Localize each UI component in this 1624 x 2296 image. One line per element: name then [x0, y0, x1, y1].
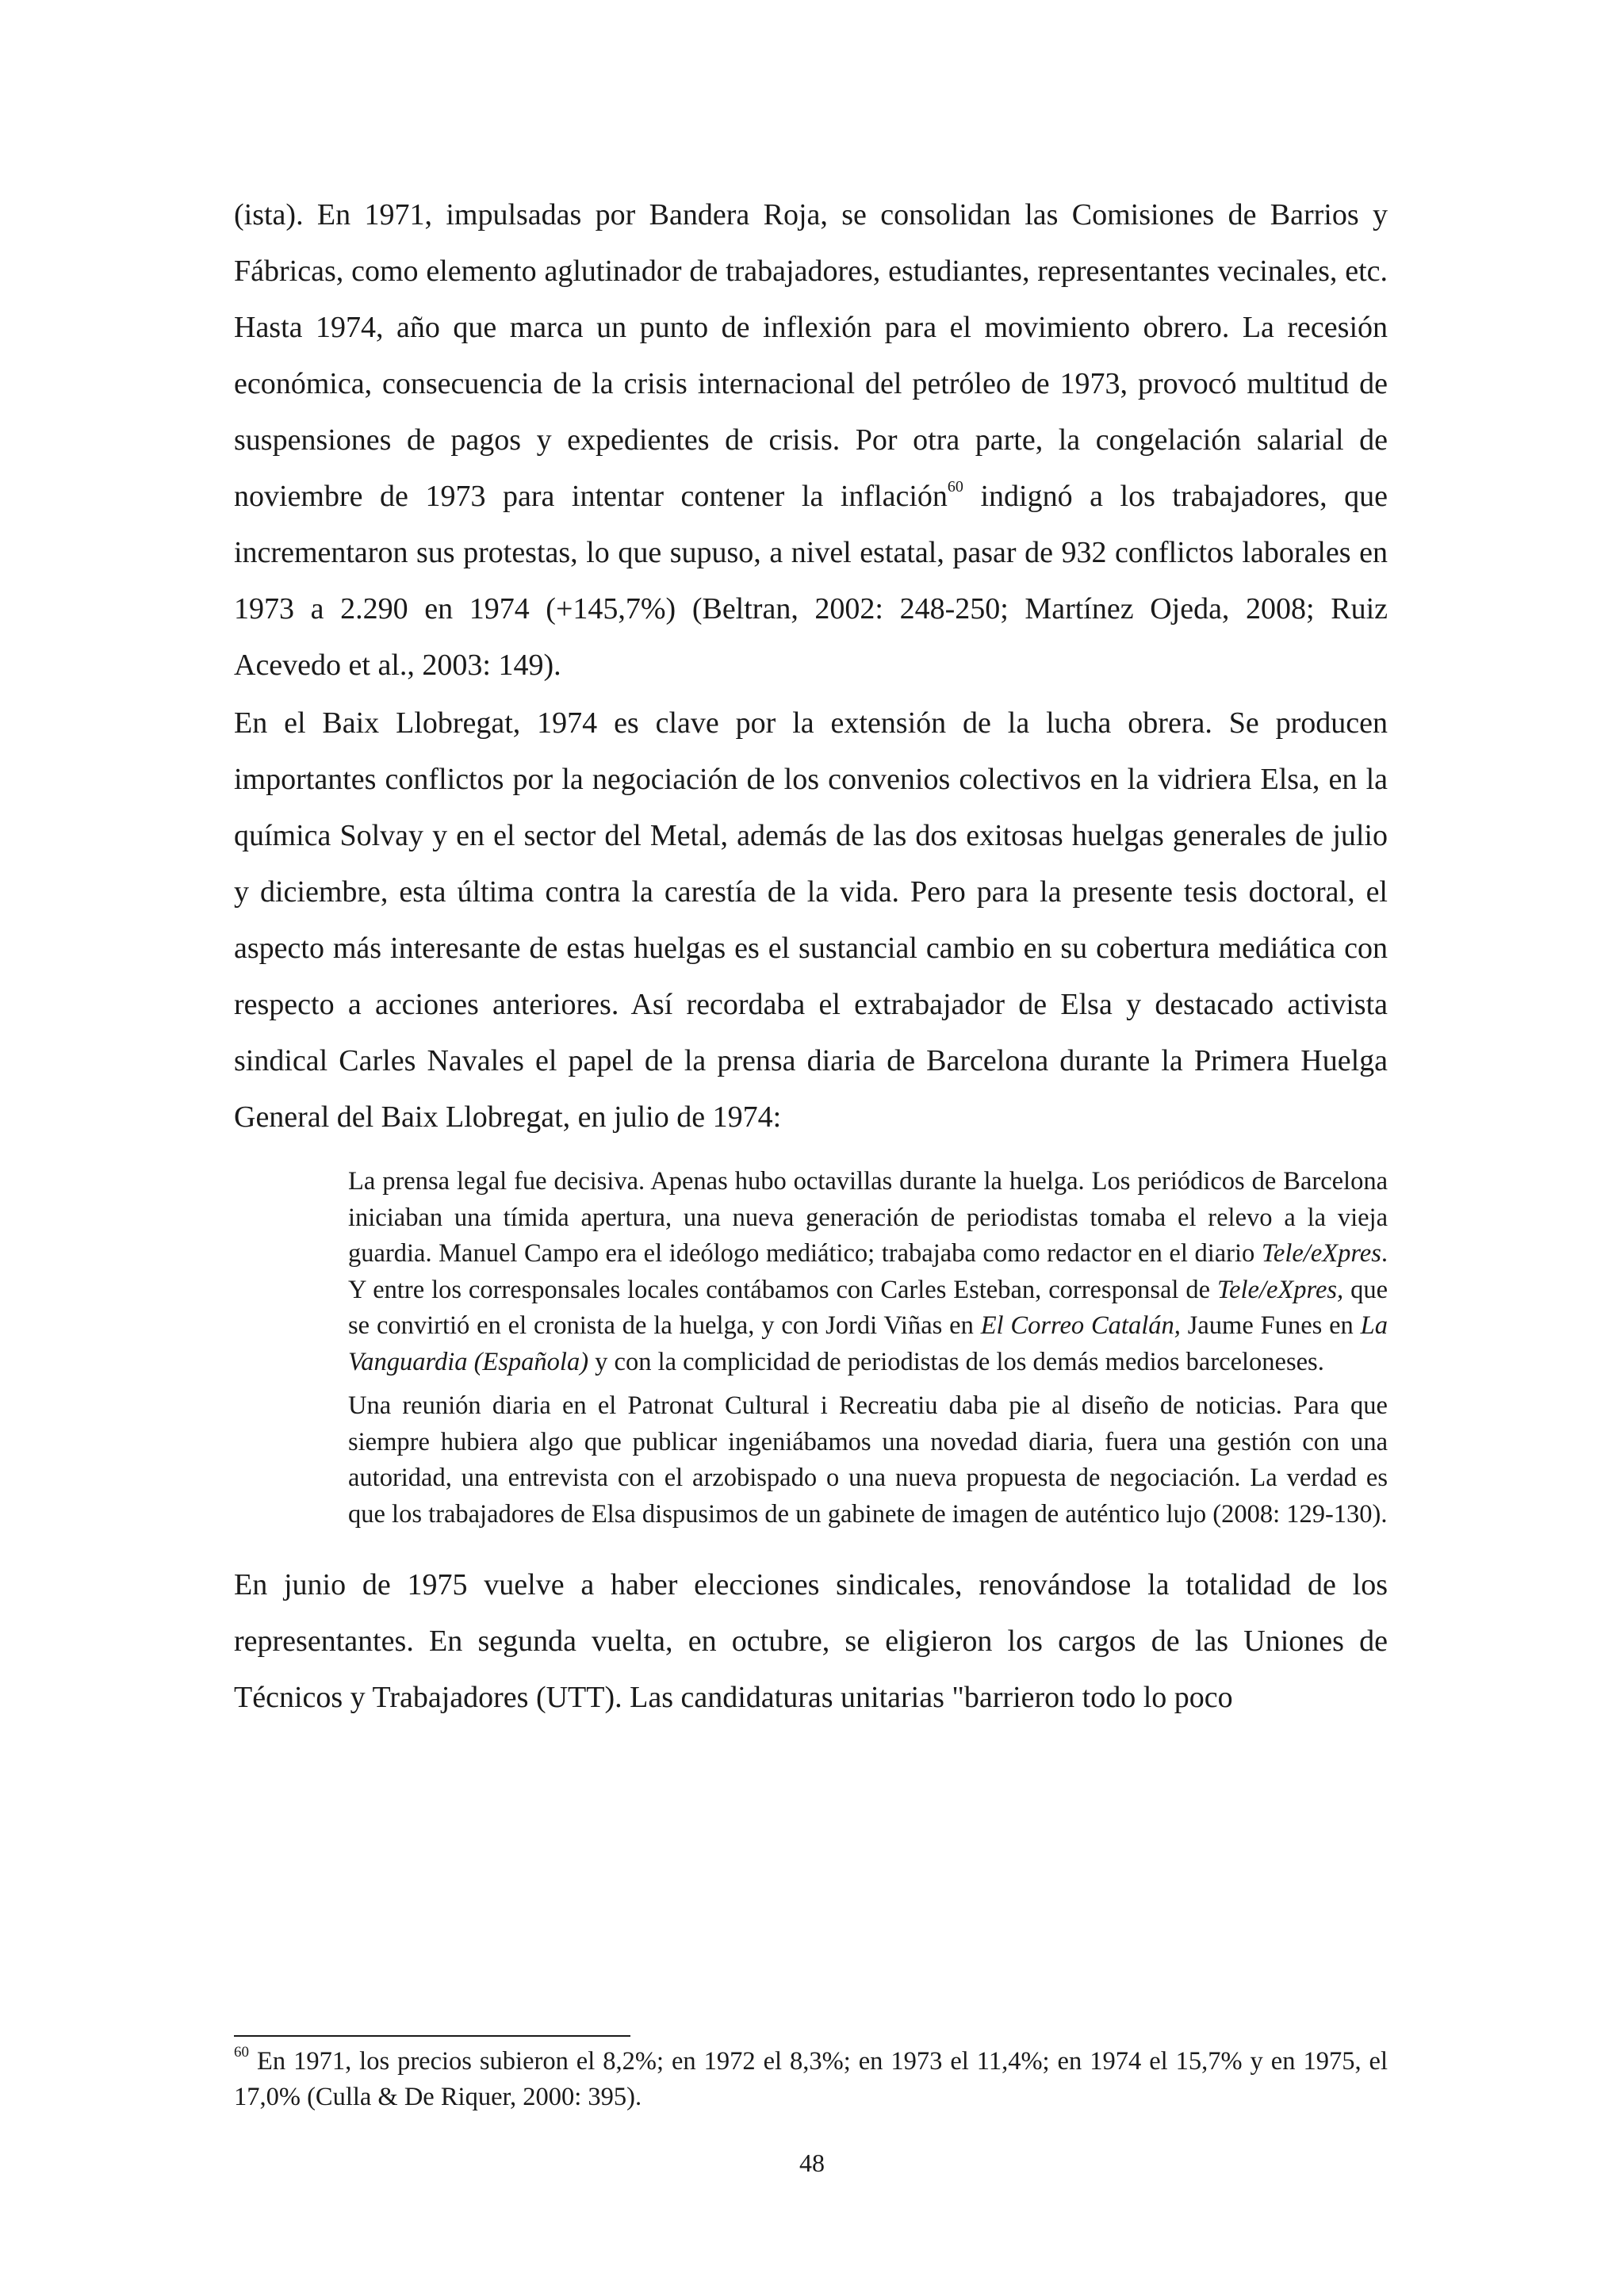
paragraph-1-text-b: indignó a los trabajadores, que incrementaron sus protestas, lo que supuso, a nivel estatal, pasar de 932 conflictos laborales en 1973 a 2.290 en 1974 (+145,7%) (Beltran, 2002: 248-250; Martínez Ojeda, 2008; Ruiz Acevedo et al., 2003: 149). — [234, 480, 1388, 682]
block-quote — [348, 1164, 1388, 1533]
footnote-divider — [234, 2035, 630, 2037]
quote-text: y con la complicidad de periodistas de los demás medios barceloneses. — [588, 1347, 1324, 1376]
newspaper-title: El Correo Catalán, — [980, 1311, 1181, 1340]
footnote — [234, 2044, 1388, 2115]
paragraph-3: En junio de 1975 vuelve a haber elecciones sindicales, renovándose la totalidad de los representantes. En segunda vuelta, en octubre, se eligieron los cargos de las Uniones de Técnicos y Trabajadores (UTT). Las candidaturas unitarias "barrieron todo lo poco — [234, 1568, 1388, 1714]
quote-text: que se convirtió en el cronista de la huelga, y con Jordi Viñas en — [348, 1275, 1388, 1340]
newspaper-title: Tele/eXpres, — [1216, 1275, 1344, 1304]
footnote-reference[interactable]: 60 — [947, 478, 963, 496]
paragraph-1 — [234, 187, 1388, 694]
newspaper-title: Tele/eXpres — [1261, 1239, 1381, 1268]
block-quote-paragraph-1 — [348, 1164, 1388, 1380]
paragraph-2: En el Baix Llobregat, 1974 es clave por la extensión de la lucha obrera. Se producen importantes conflictos por la negociación de los convenios colectivos en la vidriera Elsa, en la química Solvay y en el sector del Metal, además de las dos exitosas huelgas generales de julio y diciembre, esta última contra la carestía de la vida. Pero para la presente tesis doctoral, el aspecto más interesante de estas huelgas es el sustancial cambio en su cobertura mediática con respecto a acciones anteriores. Así recordaba el extrabajador de Elsa y destacado activista sindical Carles Navales el papel de la prensa diaria de Barcelona durante la Primera Huelga General del Baix Llobregat, en julio de 1974: — [234, 706, 1388, 1134]
footnote-text: En 1971, los precios subieron el 8,2%; en 1972 el 8,3%; en 1973 el 11,4%; en 1974 el 15,7% y en 1975, el 17,0% (Culla & De Riquer, 2000: 395). — [234, 2047, 1388, 2111]
main-text — [234, 187, 1388, 1726]
quote-text: La prensa legal fue decisiva. Apenas hubo octavillas durante la huelga. Los periódicos de Barcelona iniciaban una tímida apertura, una nueva generación de periodistas tomaba el relevo a la vieja guardia. Manuel Campo era el ideólogo mediático; trabajaba como redactor en el diario — [348, 1167, 1388, 1268]
block-quote-paragraph-2: Una reunión diaria en el Patronat Cultural i Recreatiu daba pie al diseño de noticias. Para que siempre hubiera algo que publicar ingeniábamos una novedad diaria, fuera una gestión con una autoridad, una entrevista con el arzobispado o una nueva propuesta de negociación. La verdad es que los trabajadores de Elsa dispusimos de un gabinete de imagen de auténtico lujo (2008: 129-130). — [348, 1391, 1388, 1529]
page-number: 48 — [799, 2149, 825, 2177]
quote-text: Jaume Funes en — [1180, 1311, 1361, 1340]
paragraph-1-text-a: (ista). En 1971, impulsadas por Bandera Roja, se consolidan las Comisiones de Barrios y Fábricas, como elemento aglutinador de trabajadores, estudiantes, representantes vecinales, etc. Hasta 1974, año que marca un punto de inflexión para el movimiento obrero. La recesión económica, consecuencia de la crisis internacional del petróleo de 1973, provocó multitud de suspensiones de pagos y expedientes de crisis. Por otra parte, la congelación salarial de noviembre de 1973 para intentar contener la inflación — [234, 198, 1388, 513]
footnote-number: 60 — [234, 2044, 249, 2061]
newspaper-title: La Vanguardia (Española) — [348, 1311, 1388, 1376]
quote-text: . Y entre los corresponsales locales contábamos con Carles Esteban, corresponsal de — [348, 1239, 1388, 1304]
